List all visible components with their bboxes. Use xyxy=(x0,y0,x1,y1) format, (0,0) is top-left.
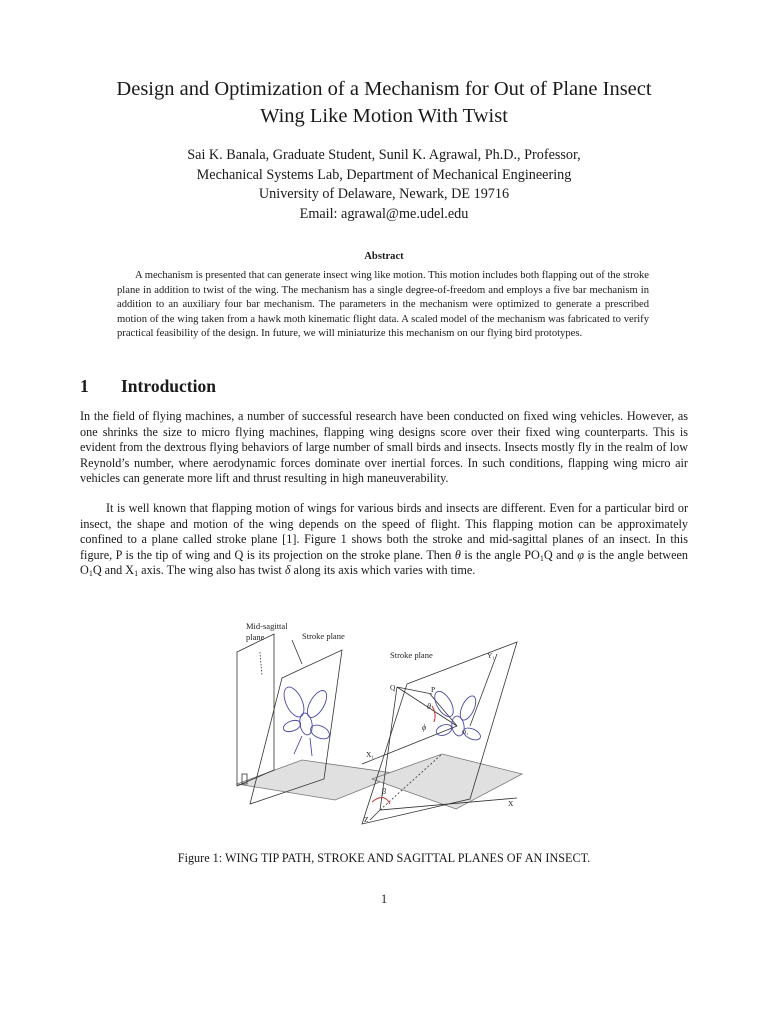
paragraph-text: Q and X xyxy=(92,563,135,577)
y1-axis xyxy=(470,654,497,726)
label-phi: ϕ xyxy=(422,723,427,732)
title-line-1: Design and Optimization of a Mechanism for Out of Plane Insect xyxy=(116,78,652,100)
theta-arc xyxy=(432,706,435,722)
paragraph-text: It is well known that flapping motion of wings for various birds and insects are different. Even for a particular bird or insect, the shape and motion of the wing depends on the speed of flight. This flapping motion can be approximately confined to a plane called stroke plane [1]. Figure 1 shows both the stroke and mid-sagittal planes of an insect. In this figure, P is the tip of wing and Q is its projection on the stroke plane. Then xyxy=(80,501,688,562)
z-axis xyxy=(370,810,380,820)
label-o1: O₁ xyxy=(462,730,469,736)
right-diagram xyxy=(362,642,522,824)
paragraph-text: Q and xyxy=(543,547,578,562)
page-number: 1 xyxy=(380,892,388,906)
abstract-text: A mechanism is presented that can generate insect wing like motion. This motion includes both flapping out of the stroke plane in addition to twist of the wing. The mechanism has a single degree-of-freedom and employs a five bar mechanism in addition to an auxiliary four bar mechanism. The parameters in the mechanism were optimized to generate a prescribed motion of the wing taken from a hawk moth kinematic flight data. A scaled model of the mechanism was fabricated to verify practical feasibility of the design. In future, we will miniaturize this mechanism on our flying bird prototypes. xyxy=(117,270,649,340)
paragraph-text: axis. The wing also has twist xyxy=(138,563,285,577)
delta-symbol: δ xyxy=(284,563,291,577)
label-q: Q xyxy=(390,683,396,692)
left-insect-icon xyxy=(280,684,332,756)
leader-line xyxy=(292,640,302,664)
label-y1: Y₁ xyxy=(487,651,496,660)
label-beta: β xyxy=(382,787,386,796)
author-line-1: Sai K. Banala, Graduate Student, Sunil K. Agrawal, Ph.D., Professor, xyxy=(187,147,581,163)
author-block xyxy=(80,146,688,224)
subscript: 1 xyxy=(539,553,544,563)
phi-symbol: φ xyxy=(577,547,584,562)
intro-paragraph-1: In the field of flying machines, a number of successful research have been conducted on fixed wing vehicles. However, as one shrinks the size to micro flying machines, flapping wing designs score over their fixed wing counterparts. This is evident from the dextrous flying behaviors of large number of small birds and insects. Insects mostly fly in the realm of low Reynold’s number, where aerodynamic forces dominate over inertial forces. In such conditions, flapping wing micro air vehicles can generate more lift and thrust resulting in high maneuverability. xyxy=(80,409,688,485)
right-ground-plane xyxy=(372,754,522,809)
author-line-2: Mechanical Systems Lab, Department of Mechanical Engineering xyxy=(196,166,572,183)
label-stroke-plane-right: Stroke plane xyxy=(390,650,433,660)
section-number: 1 xyxy=(80,376,89,396)
subscript: 1 xyxy=(88,569,93,578)
label-mid-sagittal: Mid-sagittal xyxy=(246,621,288,631)
figure-1-caption: Figure 1: WING TIP PATH, STROKE AND SAGITTAL PLANES OF AN INSECT. xyxy=(177,851,591,865)
paragraph-text: is the angle PO xyxy=(460,547,540,562)
abstract-heading: Abstract xyxy=(364,251,404,262)
title-line-2: Wing Like Motion With Twist xyxy=(260,105,508,127)
right-insect-icon xyxy=(431,688,482,742)
subscript: 1 xyxy=(134,569,139,578)
paragraph-text: is the angle between O xyxy=(80,547,688,577)
label-x1: X₁ xyxy=(366,750,375,759)
leader-line xyxy=(260,652,262,676)
label-stroke-plane-left: Stroke plane xyxy=(302,631,345,641)
section-title: Introduction xyxy=(121,376,216,396)
label-p: P xyxy=(431,685,436,694)
section-heading-introduction xyxy=(80,376,216,397)
label-x: X xyxy=(508,799,514,808)
intro-paragraph-2 xyxy=(80,501,688,579)
theta-symbol: θ xyxy=(454,547,461,562)
figure-1 xyxy=(232,614,544,826)
paragraph-text: along its axis which varies with time. xyxy=(290,563,476,577)
author-email: Email: agrawal@me.udel.edu xyxy=(299,205,469,222)
label-mid-sagittal-plane: plane xyxy=(246,632,265,642)
figure-1-diagram xyxy=(232,614,544,826)
label-z: Z xyxy=(364,815,369,824)
paper-title xyxy=(80,76,688,130)
mid-sagittal-plane xyxy=(237,634,274,786)
author-line-3: University of Delaware, Newark, DE 19716 xyxy=(258,186,510,203)
label-theta: θ xyxy=(427,702,431,711)
